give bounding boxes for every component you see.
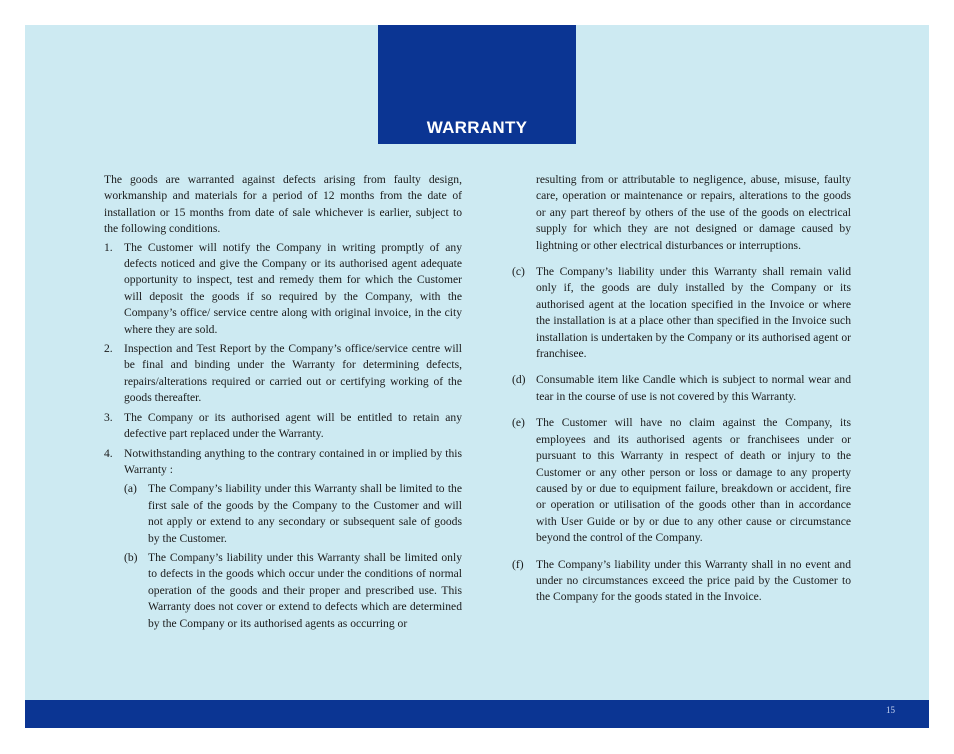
subclause-c [512, 264, 851, 362]
subclause-b-continued: resulting from or attributable to negligence, abuse, misuse, faulty care, operation or maintenance or repairs, alterations to the goods or any part thereof by others of the use of the goods on electrical supply for which they are not designed or damage caused by lightning or other electrical disturbances or interruptions. [536, 173, 851, 252]
subclause-f [512, 557, 851, 606]
right-column [512, 172, 851, 616]
condition-text: Inspection and Test Report by the Company’s office/service centre will be final and binding under the Warranty for determining defects, repairs/alterations required or carried out or certifying working of the goods thereafter. [124, 342, 462, 405]
subclause-label: (b) [124, 550, 138, 564]
subclause-text: The Company’s liability under this Warranty shall be limited only to defects in the goods which occur under the conditions of normal operation of the goods and their proper and prescribed use. This Warranty does not cover or extend to defects which are determined by the Company or its authorised agents as occurring or [148, 550, 462, 630]
subclause-text: The Company’s liability under this Warranty shall remain valid only if, the goods are duly installed by the Company or its authorised agent at the location specified in the Invoice or where the installation is at a place other than specified in the Invoice such installation is undertaken by the Company or its authorised agent or franchisee. [536, 265, 851, 361]
subclause-label: (e) [512, 416, 525, 430]
title-block [378, 25, 576, 144]
footer-bar [25, 700, 929, 728]
subclause-text: The Customer will have no claim against the Company, its employees and its authorised agents or franchisees under or pursuant to this Warranty in respect of death or injury to the Customer or any other person or loss or damage to any property caused by or due to equipment failure, breakdown or accident, fire or operation or utilisation of the goods other than in accordance with User Guide or by or due to any other cause or circumstance beyond the control of the Company. [536, 416, 851, 545]
condition-text: Notwithstanding anything to the contrary contained in or implied by this Warranty : [124, 446, 462, 476]
condition-2 [104, 341, 462, 407]
page-title: WARRANTY [426, 118, 528, 137]
page-number: 15 [886, 705, 895, 715]
condition-1 [104, 240, 462, 338]
subclause-label: (f) [512, 557, 524, 571]
condition-4 [104, 446, 462, 632]
subclause-d [512, 372, 851, 405]
subclause-text: Consumable item like Candle which is subject to normal wear and tear in the course of use is not covered by this Warranty. [536, 373, 851, 403]
condition-number: 2. [104, 342, 113, 356]
left-column [104, 172, 462, 635]
subclause-text: The Company’s liability under this Warranty shall in no event and under no circumstances exceed the price paid by the Customer to the Company for the goods stated in the Invoice. [536, 557, 851, 604]
subclause-b [124, 550, 462, 632]
subclause-a [124, 481, 462, 547]
condition-text: The Company or its authorised agent will be entitled to retain any defective part replaced under the Warranty. [124, 410, 462, 441]
condition-number: 1. [104, 240, 113, 254]
subclause-e [512, 415, 851, 546]
condition-number: 4. [104, 446, 113, 460]
condition-number: 3. [104, 410, 113, 424]
subclause-label: (d) [512, 373, 526, 387]
intro-paragraph: The goods are warranted against defects arising from faulty design, workmanship and materials for a period of 12 months from the date of installation or 15 months from date of sale whichever is earlier, subject to the following conditions. [104, 173, 462, 236]
subclause-label: (c) [512, 265, 525, 279]
condition-3 [104, 410, 462, 443]
subclause-label: (a) [124, 482, 137, 496]
condition-text: The Customer will notify the Company in writing promptly of any defects noticed and give the Company or its authorised agent adequate opportunity to inspect, test and remedy them for which the Customer will deposit the goods if so required by the Company, with the Company’s office/ service centre along with original invoice, in the city where they are sold. [124, 240, 462, 336]
subclause-text: The Company’s liability under this Warranty shall be limited to the first sale of the goods by the Company to the Customer and will not apply or extend to any secondary or subsequent sale of goods by the Customer. [148, 482, 462, 545]
